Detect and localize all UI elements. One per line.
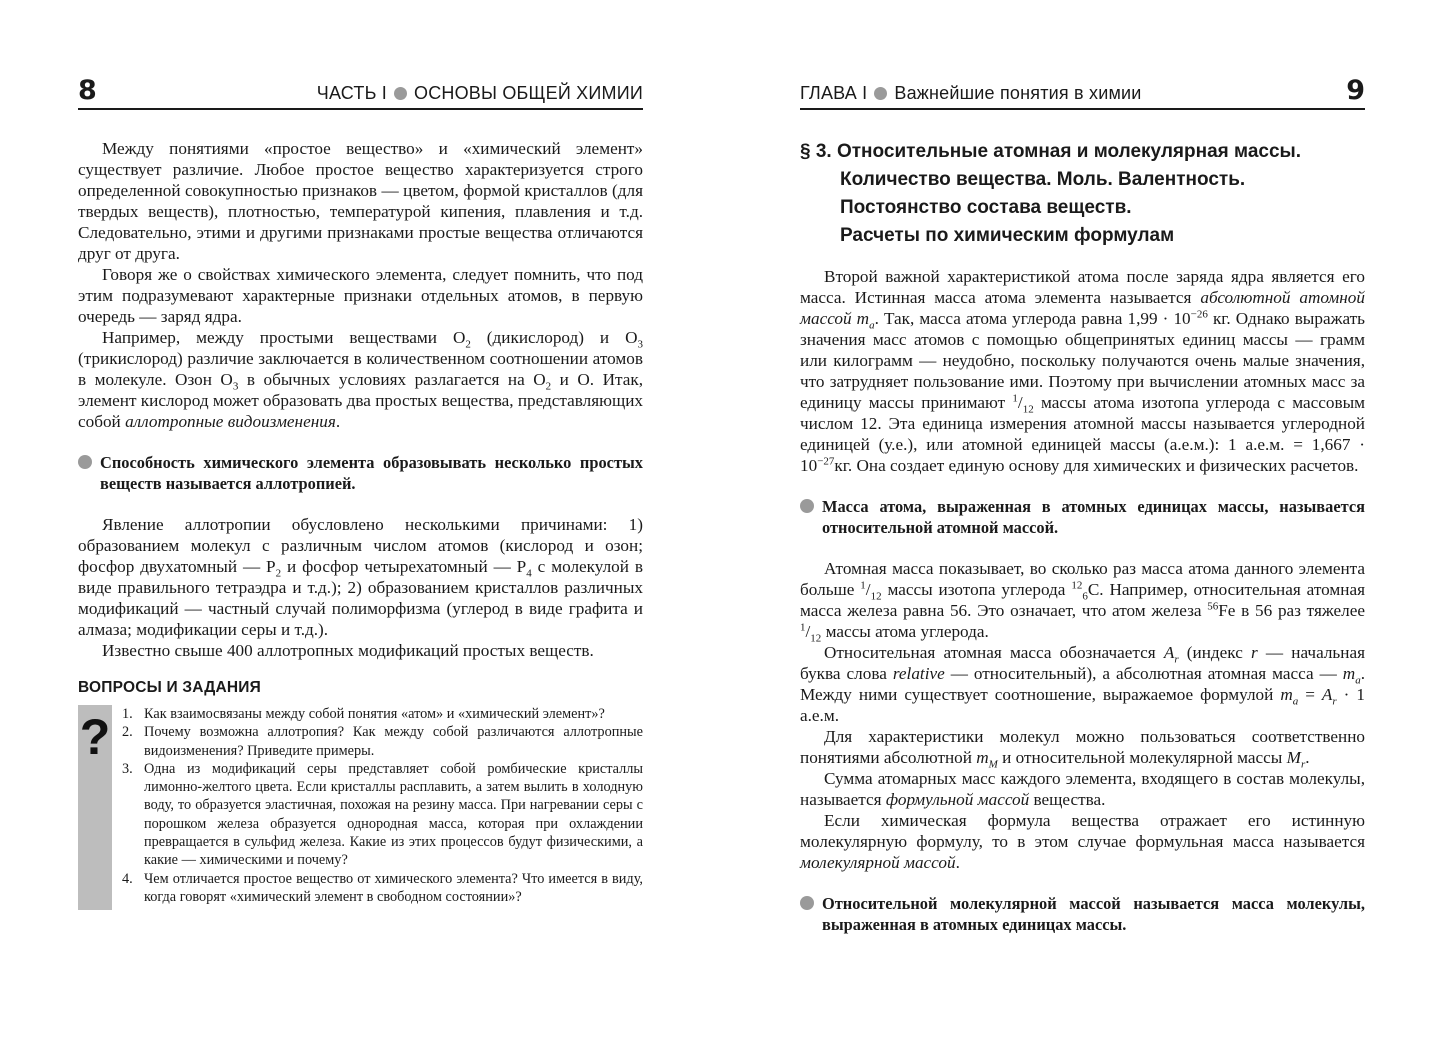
questions-list — [112, 705, 643, 910]
paragraph: Второй важной характеристикой атома после заряда ядра является его масса. Истинная масса атома элемента называется абсолютной атомной массой $m_a$. Так, масса атома углерода равна $1,99 \cdot 10^{-26}$ кг. Однако выражать значения масс атомов с помощью общепринятых единиц массы — грамм или килограмм — неудобно, поскольку получаются очень малые значения, что затрудняет пользование ими. Поэтому при вычислении атомных масс за единицу массы принимают $^1/_{12}$ массы атома изотопа углерода с массовым числом 12. Эта единица измерения атомной массы называется углеродной единицей (у.е.), или атомной единицей массы (а.е.м.): 1 а.е.м. = $1,667 \cdot 10^{-27}кг$. Она создает единую основу для химических и физических расчетов. — [800, 267, 1365, 475]
left-page-header — [78, 70, 643, 110]
definition-relative-atomic-mass — [800, 496, 1365, 538]
question-mark-icon: ? — [78, 705, 112, 910]
definition-text: Относительной молекулярной массой называется масса молекулы, выраженная в атомных единицах массы. — [822, 894, 1365, 934]
definition-allotropy — [78, 452, 643, 494]
right-page — [800, 70, 1365, 935]
bullet-dot-icon — [874, 87, 887, 100]
paragraph: Сумма атомарных масс каждого элемента, входящего в состав молекулы, называется формульной массой вещества. — [800, 769, 1365, 809]
list-item: 2. Почему возможна аллотропия? Как между собой различаются аллотропные видоизменения? Приведите примеры. — [122, 724, 643, 759]
paragraph: Относительная атомная масса обозначается $A_r$ (индекс r — начальная буква слова relative — относительный), а абсолютная атомная масса — $m_a$. Между ними существует соотношение, выражаемое формулой $m_a = A_r \cdot 1$ а.е.м. — [800, 643, 1366, 725]
chapter-title: Важнейшие понятия в химии — [894, 83, 1142, 103]
chapter-label: ГЛАВА I — [800, 83, 868, 103]
paragraph: Для характеристики молекул можно пользоваться соответственно понятиями абсолютной $m_M$ и относительной молекулярной массы $M_r$. — [800, 727, 1365, 771]
paragraph: Если химическая формула вещества отражает его истинную молекулярную формулу, то в этом случае формульная масса называется молекулярной массой. — [800, 811, 1365, 872]
bullet-dot-icon — [800, 896, 814, 910]
definition-relative-molecular-mass — [800, 893, 1365, 935]
right-page-header — [800, 70, 1365, 110]
part-label: ЧАСТЬ I — [316, 83, 387, 103]
left-page-number: 8 — [78, 75, 97, 106]
paragraph: Известно свыше 400 аллотропных модификаций простых веществ. — [102, 641, 594, 660]
definition-text: Способность химического элемента образовывать несколько простых веществ называется аллотропией. — [100, 453, 643, 493]
left-running-head — [317, 80, 643, 106]
questions-block — [78, 705, 643, 910]
list-item: 1. Как взаимосвязаны между собой понятия «атом» и «химический элемент»? — [122, 706, 605, 722]
section-title: § 3. Относительные атомная и молекулярная массы. Количество вещества. Моль. Валентность. Постоянство состава веществ. Расчеты по химическим формулам — [800, 141, 1302, 246]
list-item: 4. Чем отличается простое вещество от химического элемента? Что имеется в виду, когда говорят «химический элемент в свободном состоянии»? — [122, 870, 643, 905]
bullet-dot-icon — [78, 455, 92, 469]
left-page-body — [78, 138, 643, 910]
paragraph: Между понятиями «простое вещество» и «химический элемент» существует различие. Любое простое вещество характеризуется строго определенной совокупностью признаков — цветом, формой кристаллов (для твердых веществ), плотностью, температурой кипения, плавления и т.д. Следовательно, этими и другими признаками простые вещества отличаются друг от друга. — [78, 139, 643, 263]
bullet-dot-icon — [394, 87, 407, 100]
right-page-body — [800, 138, 1365, 935]
left-page — [78, 70, 643, 910]
paragraph: Атомная масса показывает, во сколько раз масса атома данного элемента больше $^1/_{12}$ массы изотопа углерода $^{12}_6$C. Например, относительная атомная масса железа равна 56. Это означает, что атом железа $^{56}$Fe в 56 раз тяжелее $^1/_{12}$ массы атома углерода. — [800, 559, 1365, 645]
bullet-dot-icon — [800, 499, 814, 513]
questions-title: ВОПРОСЫ И ЗАДАНИЯ — [78, 679, 261, 696]
paragraph: Например, между простыми веществами $O_2$ (дикислород) и $O_3$ (трикислород) различие заключается в количественном соотношении атомов в молекуле. Озон $O_3$ в обычных условиях разлагается на $O_2$ и O. Итак, элемент кислород может образовать два простых вещества, представляющих собой аллотропные видоизменения. — [78, 328, 643, 431]
part-title: ОСНОВЫ ОБЩЕЙ ХИМИИ — [414, 83, 643, 103]
list-item: 3. Одна из модификаций серы представляет собой ромбические кристаллы лимонно-желтого цвета. Если кристаллы расплавить, а затем вылить в холодную воду, то образуется эластичная, похожая на резину масса. При нагревании серы с порошком железа образуется однородная масса, которая при охлаждении превращается в сульфид железа. Какие из этих процессов будут физическими, а какие — химическими и почему? — [122, 760, 643, 869]
definition-text: Масса атома, выраженная в атомных единицах массы, называется относительной атомной массой. — [822, 497, 1365, 537]
right-page-number: 9 — [1346, 75, 1365, 106]
paragraph: Явление аллотропии обусловлено несколькими причинами: 1) образованием молекул с различным числом атомов (кислород и озон; фосфор двухатомный — $P_2$ и фосфор четырехатомный — $P_4$ с молекулой в виде правильного тетраэдра и т.д.); 2) образованием кристаллов различных модификаций — частный случай полиморфизма (углерод в виде графита и алмаза; модификации серы и т.д.). — [78, 515, 644, 639]
right-running-head — [800, 80, 1142, 106]
paragraph: Говоря же о свойствах химического элемента, следует помнить, что под этим подразумевают характерные признаки отдельных атомов, в первую очередь — заряд ядра. — [78, 265, 643, 326]
